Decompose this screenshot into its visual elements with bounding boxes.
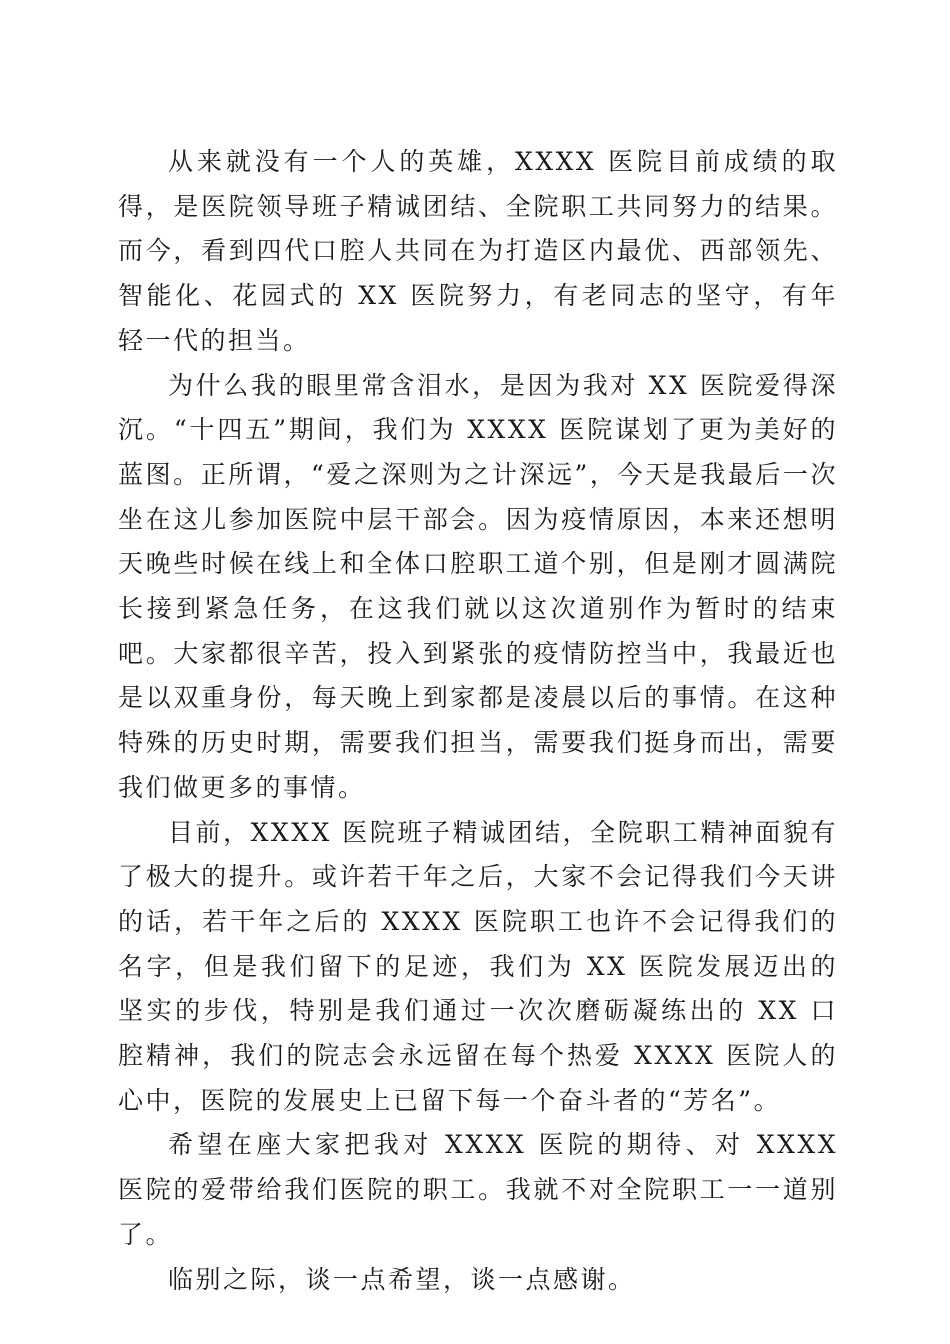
paragraph-4: 希望在座大家把我对 XXXX 医院的期待、对 XXXX 医院的爱带给我们医院的职工。我就不对全院职工一一道别了。 xyxy=(118,1130,838,1249)
paragraph-1: 从来就没有一个人的英雄，XXXX 医院目前成绩的取得，是医院领导班子精诚团结、全院职工共同努力的结果。而今，看到四代口腔人共同在为打造区内最优、西部领先、智能化、花园式的 XX 医院努力，有老同志的坚守，有年轻一代的担当。 xyxy=(118,147,838,355)
document-page xyxy=(118,140,838,1302)
paragraph-2: 为什么我的眼里常含泪水，是因为我对 XX 医院爱得深沉。“十四五”期间，我们为 XXXX 医院谋划了更为美好的蓝图。正所谓，“爱之深则为之计深远”，今天是我最后一次坐在这儿参加医院中层干部会。因为疫情原因，本来还想明天晚些时候在线上和全体口腔职工道个别，但是刚才圆满院长接到紧急任务，在这我们就以这次道别作为暂时的结束吧。大家都很辛苦，投入到紧张的疫情防控当中，我最近也是以双重身份，每天晚上到家都是凌晨以后的事情。在这种特殊的历史时期，需要我们担当，需要我们挺身而出，需要我们做更多的事情。 xyxy=(118,370,838,802)
paragraph-3: 目前，XXXX 医院班子精诚团结，全院职工精神面貌有了极大的提升。或许若干年之后，大家不会记得我们今天讲的话，若干年之后的 XXXX 医院职工也许不会记得我们的名字，但是我们留下的足迹，我们为 XX 医院发展迈出的坚实的步伐，特别是我们通过一次次磨砺凝练出的 XX 口腔精神，我们的院志会永远留在每个热爱 XXXX 医院人的心中，医院的发展史上已留下每一个奋斗者的“芳名”。 xyxy=(118,817,838,1115)
paragraph-5: 临别之际，谈一点希望，谈一点感谢。 xyxy=(168,1264,636,1294)
